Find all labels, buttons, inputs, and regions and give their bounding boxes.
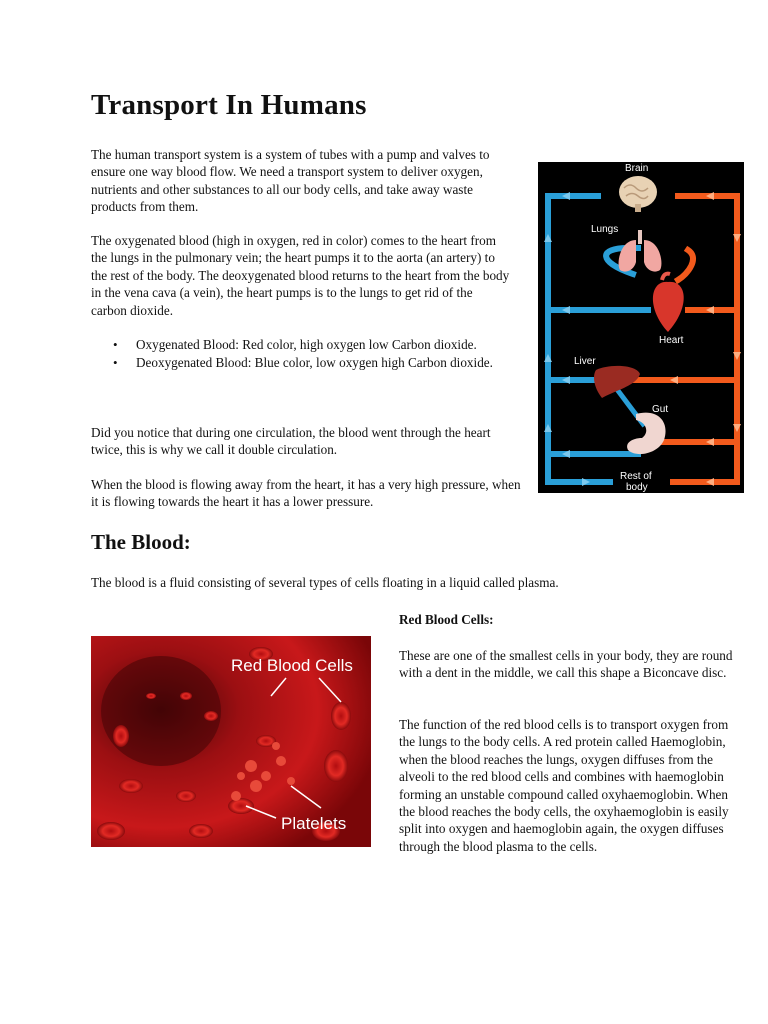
blood-intro: The blood is a fluid consisting of several types of cells floating in a liquid called plasma. — [91, 575, 559, 590]
diagram-label-rest: Rest of — [620, 471, 652, 482]
diagram-label-liver: Liver — [574, 356, 596, 367]
deoxygenated-vessel-outer — [548, 196, 610, 482]
gut-icon — [627, 413, 665, 454]
intro-paragraph-1: The human transport system is a system of tubes with a pump and valves to ensure one way blood flow. We need a transport system to deliver oxygen, nutrients and other substances to all our body cells, and take away waste products from them. — [91, 147, 490, 215]
diagram-label-body: body — [626, 482, 648, 493]
blood-cells-image — [91, 636, 371, 847]
image-label-red-blood-cells: Red Blood Cells — [231, 656, 353, 675]
bullet-icon: • — [113, 355, 118, 371]
rbc-heading: Red Blood Cells: — [399, 612, 494, 627]
bullet-text: Oxygenated Blood: Red color, high oxygen low Carbon dioxide. — [136, 337, 477, 352]
brain-icon — [619, 176, 657, 212]
blood-type-list — [91, 336, 511, 373]
diagram-label-gut: Gut — [652, 404, 669, 415]
rbc-paragraph-1: These are one of the smallest cells in your body, they are round with a dent in the middle, we call this shape a Biconcave disc. — [399, 648, 733, 681]
image-label-platelets: Platelets — [281, 814, 347, 833]
diagram-label-brain: Brain — [625, 163, 649, 174]
circulation-diagram — [538, 162, 744, 493]
intro-paragraph-2: The oxygenated blood (high in oxygen, red in color) comes to the heart from the lungs in the pulmonary vein; the heart pumps it to the aorta (an artery) to the rest of the body. The deoxygenated blood returns to the heart from the body in the vena cava (a vein), the heart pumps is to the lungs to get rid of the carbon dioxide. — [91, 233, 510, 318]
intro-paragraph-3: Did you notice that during one circulation, the blood went through the heart twice, this is why we call it double circulation. — [91, 425, 491, 458]
page-title: Transport In Humans — [91, 89, 367, 121]
rbc-paragraph-2: The function of the red blood cells is to transport oxygen from the lungs to the body cells. A red protein called Haemoglobin, when the blood reaches the lungs, oxygen diffuses from the alveoli to the red blood cells and combines with haemoglobin forming an unstable compound called oxyhaemoglobin. When the blood reaches the body cells, the oxyhaemoglobin is easily split into oxygen and haemoglobin again, the oxygen diffuses through the blood plasma to the cells. — [399, 717, 729, 854]
diagram-label-heart: Heart — [659, 335, 684, 346]
bullet-icon: • — [113, 337, 118, 352]
bullet-text: Deoxygenated Blood: Blue color, low oxygen high Carbon dioxide. — [136, 355, 493, 371]
list-item — [91, 336, 511, 353]
blood-heading: The Blood: — [91, 530, 191, 554]
diagram-label-lungs: Lungs — [591, 224, 619, 235]
list-item — [91, 354, 511, 371]
intro-paragraph-4: When the blood is flowing away from the heart, it has a very high pressure, when it is flowing towards the heart it has a lower pressure. — [91, 477, 521, 510]
pulmonary-vein — [678, 250, 693, 280]
